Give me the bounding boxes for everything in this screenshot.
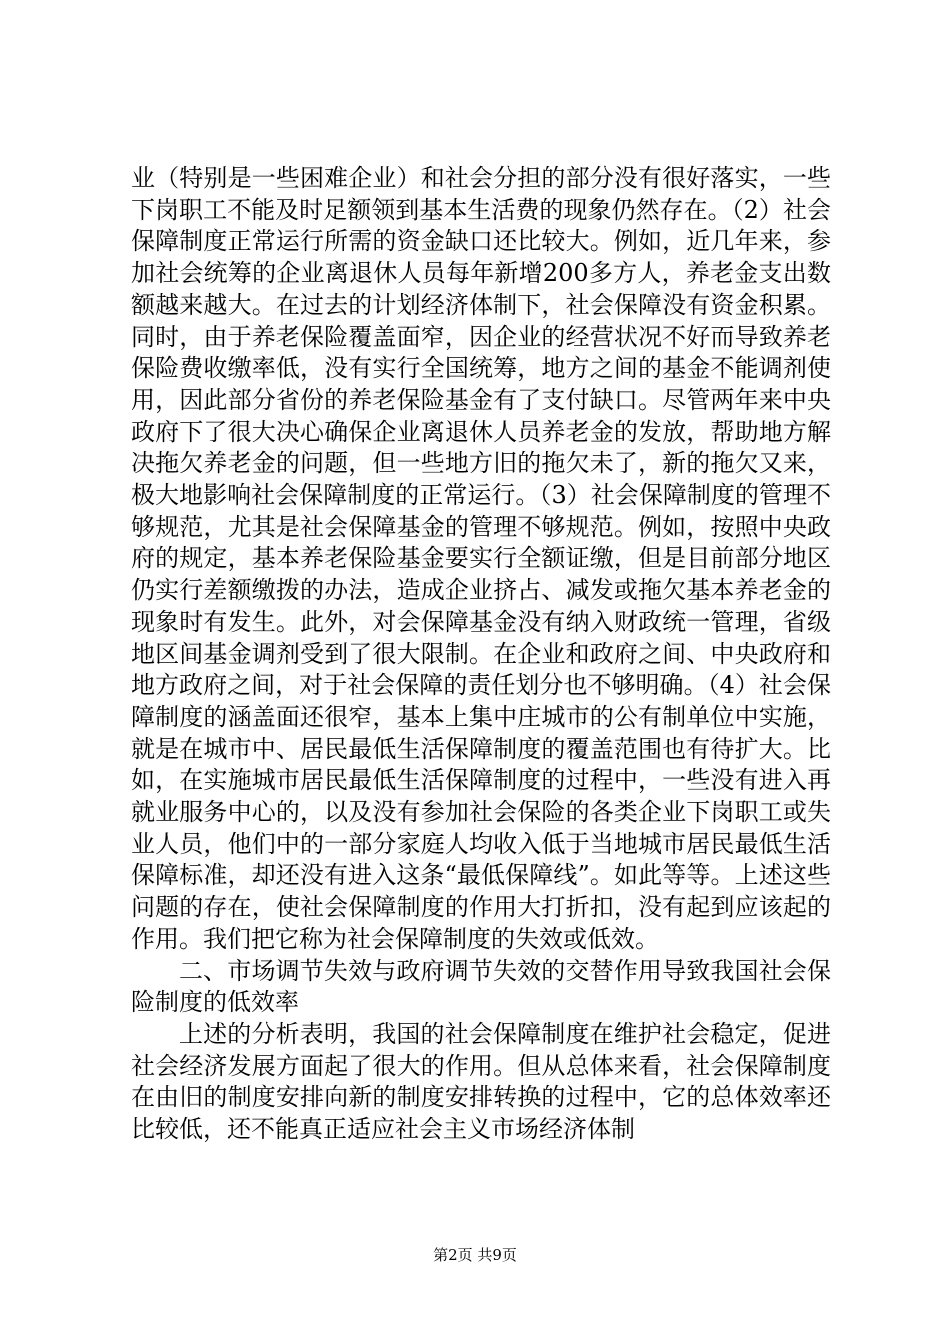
page-footer: 第2页 共9页 [433,1246,517,1264]
document-body [131,163,831,1146]
paragraph-1: 业（特别是一些困难企业）和社会分担的部分没有很好落实，一些下岗职工不能及时足额领到基本生活费的现象仍然存在。（2）社会保障制度正常运行所需的资金缺口还比较大。例如，近几年来，参加社会统筹的企业离退休人员每年新增200多方人，养老金支出数额越来越大。在过去的计划经济体制下，社会保障没有资金积累。同时，由于养老保险覆盖面窄，因企业的经营状况不好而导致养老保险费收缴率低，没有实行全国统筹，地方之间的基金不能调剂使用，因此部分省份的养老保险基金有了支付缺口。尽管两年来中央政府下了很大决心确保企业离退休人员养老金的发放，帮助地方解决拖欠养老金的问题，但一些地方旧的拖欠未了，新的拖欠又来，极大地影响社会保障制度的正常运行。（3）社会保障制度的管理不够规范，尤其是社会保障基金的管理不够规范。例如，按照中央政府的规定，基本养老保险基金要实行全额证缴，但是目前部分地区仍实行差额缴拨的办法，造成企业挤占、减发或拖欠基本养老金的现象时有发生。此外，对会保障基金没有纳入财政统一管理，省级地区间基金调剂受到了很大限制。在企业和政府之间、中央政府和地方政府之间，对于社会保障的责任划分也不够明确。（4）社会保障制度的涵盖面还很窄，基本上集中庄城市的公有制单位中实施，就是在城市中、居民最低生活保障制度的覆盖范围也有待扩大。比如，在实施城市居民最低生活保障制度的过程中，一些没有进入再就业服务中心的，以及没有参加社会保险的各类企业下岗职工或失业人员，他们中的一部分家庭人均收入低于当地城市居民最低生活保障标准，却还没有进入这条“最低保障线”。如此等等。上述这些问题的存在，使社会保障制度的作用大打折扣，没有起到应该起的作用。我们把它称为社会保障制度的失效或低效。 [131,164,831,953]
section-heading-2: 二、市场调节失效与政府调节失效的交替作用导致我国社会保险制度的低效率 [131,956,831,1017]
paragraph-3: 上述的分析表明，我国的社会保障制度在维护社会稳定，促进社会经济发展方面起了很大的作用。但从总体来看，社会保障制度在由旧的制度安排向新的制度安排转换的过程中，它的总体效率还比较低，还不能真正适应社会主义市场经济体制 [131,1019,831,1144]
